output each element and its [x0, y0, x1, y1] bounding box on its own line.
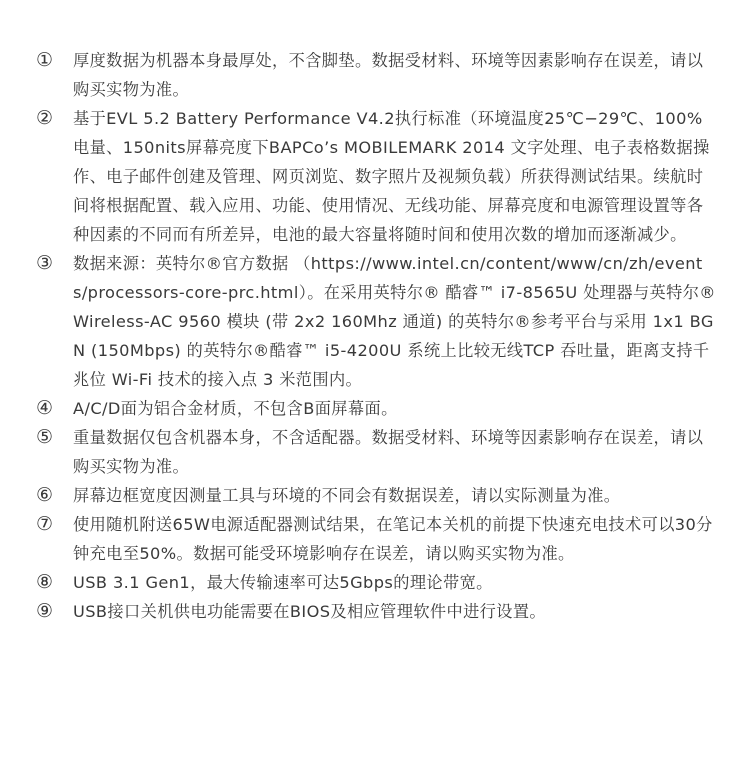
footnote-item	[36, 104, 716, 249]
footnote-item	[36, 423, 716, 481]
footnote-item	[36, 597, 716, 626]
footnote-item	[36, 394, 716, 423]
footnote-number: ⑥	[36, 484, 54, 506]
footnote-text: A/C/D面为铝合金材质，不包含B面屏幕面。	[73, 399, 398, 418]
footnote-text: 厚度数据为机器本身最厚处，不含脚垫。数据受材料、环境等因素影响存在误差，请以购买实物为准。	[73, 51, 704, 99]
footnote-number: ①	[36, 49, 54, 71]
footnote-number: ⑧	[36, 571, 54, 593]
footnote-text: 屏幕边框宽度因测量工具与环境的不同会有数据误差，请以实际测量为准。	[73, 486, 621, 505]
footnote-item	[36, 249, 716, 394]
footnote-text: USB接口关机供电功能需要在BIOS及相应管理软件中进行设置。	[73, 602, 547, 621]
footnote-number: ②	[36, 107, 54, 129]
footnote-text: 数据来源：英特尔®官方数据 （https://www.intel.cn/content/www/cn/zh/events/processors-core-prc.html）。在采用英特尔® 酷睿™ i7-8565U 处理器与英特尔® Wireless-AC 9560 模块 (带 2x2 160Mhz 通道) 的英特尔®参考平台与采用 1x1 BGN (150Mbps) 的英特尔®酷睿™ i5-4200U 系统上比较无线TCP 吞吐量，距离支持千兆位 Wi-Fi 技术的接入点 3 米范围内。	[73, 254, 716, 389]
footnote-text: 使用随机附送65W电源适配器测试结果，在笔记本关机的前提下快速充电技术可以30分钟充电至50%。数据可能受环境影响存在误差，请以购买实物为准。	[73, 515, 713, 563]
footnote-number: ⑤	[36, 426, 54, 448]
footnote-item	[36, 510, 716, 568]
footnote-number: ⑨	[36, 600, 54, 622]
footnote-number: ④	[36, 397, 54, 419]
footnote-text: USB 3.1 Gen1，最大传输速率可达5Gbps的理论带宽。	[73, 573, 493, 592]
footnote-item	[36, 568, 716, 597]
footnote-item	[36, 46, 716, 104]
footnote-text: 重量数据仅包含机器本身，不含适配器。数据受材料、环境等因素影响存在误差，请以购买实物为准。	[73, 428, 704, 476]
footnote-item	[36, 481, 716, 510]
footnote-number: ③	[36, 252, 54, 274]
footnote-number: ⑦	[36, 513, 54, 535]
footnote-text: 基于EVL 5.2 Battery Performance V4.2执行标准（环境温度25℃−29℃、100%电量、150nits屏幕亮度下BAPCo’s MOBILEMARK 2014 文字处理、电子表格数据操作、电子邮件创建及管理、网页浏览、数字照片及视频负载）所获得测试结果。续航时间将根据配置、载入应用、功能、使用情况、无线功能、屏幕亮度和电源管理设置等各种因素的不同而有所差异，电池的最大容量将随时间和使用次数的增加而逐渐减少。	[73, 109, 710, 244]
